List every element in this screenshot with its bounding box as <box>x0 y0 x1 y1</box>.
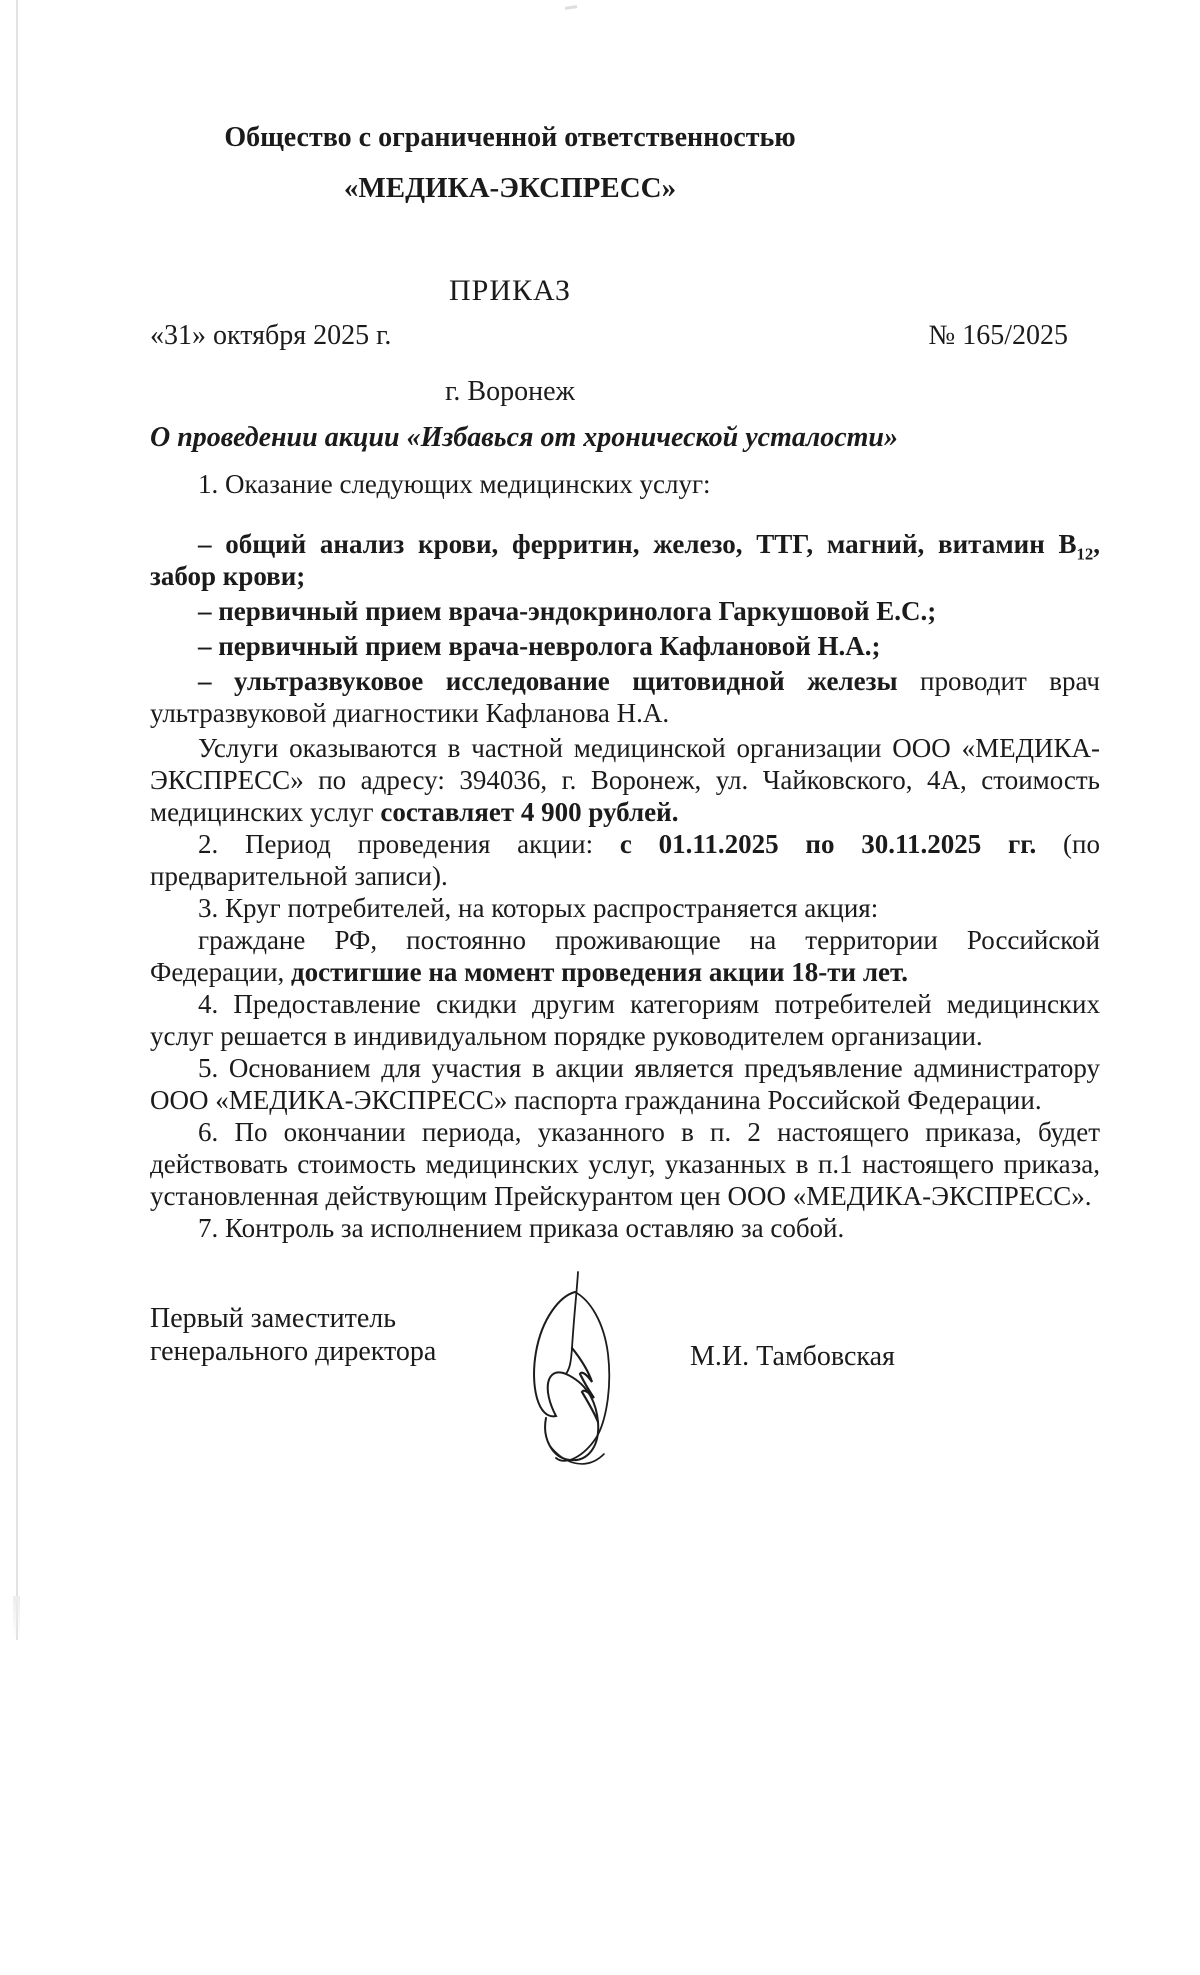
paragraph-6-pricing: 6. По окончании периода, указанного в п. 2 настоящего приказа, будет действовать стоимость медицинских услуг, указанных в п.1 настоящего приказа, установленная действующим Прейскурантом цен ООО «МЕДИКА-ЭКСПРЕСС». <box>150 1117 1100 1211</box>
paragraph-citizens: граждане РФ, постоянно проживающие на территории Российской Федерации, достигшие на момент проведения акции 18-ти лет. <box>150 925 1100 987</box>
paragraph-2-period: 2. Период проведения акции: с 01.11.2025 по 30.11.2025 гг. (по предварительной записи). <box>150 829 1100 891</box>
doc-date: «31» октября 2025 г. <box>150 320 392 351</box>
date-number-row <box>150 318 1100 354</box>
scan-edge-artifact <box>16 0 18 1640</box>
bullet-services-tests: – общий анализ крови, ферритин, железо, ТТГ, магний, витамин $В_{12}$, забор крови; <box>150 529 1100 591</box>
paragraph-7-control: 7. Контроль за исполнением приказа оставляю за собой. <box>198 1213 845 1243</box>
order-body <box>150 468 1100 1244</box>
org-name-line1: Общество с ограниченной ответственностью <box>224 122 796 153</box>
paragraph-3-consumers: 3. Круг потребителей, на которых распространяется акция: <box>198 893 879 923</box>
signature-block <box>150 1302 1100 1602</box>
signatory-position-line2: генерального директора <box>150 1336 437 1367</box>
paragraph-4-discounts: 4. Предоставление скидки другим категориям потребителей медицинских услуг решается в индивидуальном порядке руководителем организации. <box>150 989 1100 1051</box>
paragraph-5-passport: 5. Основанием для участия в акции является предъявление администратору ООО «МЕДИКА-ЭКСПРЕСС» паспорта гражданина Российской Федерации. <box>150 1053 1100 1115</box>
bullet-ultrasound: – ультразвуковое исследование щитовидной железы проводит врач ультразвуковой диагностики Кафланова Н.А. <box>150 666 1100 728</box>
signatory-position <box>150 1302 436 1368</box>
document-page <box>150 0 1100 1602</box>
signatory-position-line1: Первый заместитель <box>150 1303 397 1334</box>
city-line: г. Воронеж <box>445 376 575 407</box>
doc-number: № 165/2025 <box>928 320 1068 351</box>
signature-scribble <box>522 1270 632 1480</box>
subject-line: О проведении акции «Избавься от хронической усталости» <box>150 422 899 453</box>
org-name-line2: «МЕДИКА-ЭКСПРЕСС» <box>343 172 677 204</box>
paragraph-services-info: Услуги оказываются в частной медицинской организации ООО «МЕДИКА-ЭКСПРЕСС» по адресу: 394036, г. Воронеж, ул. Чайковского, 4А, стоимость медицинских услуг составляет 4 900 рублей. <box>150 733 1100 827</box>
doc-title: ПРИКАЗ <box>449 274 571 307</box>
bullet-neurologist: – первичный прием врача-невролога Кафлановой Н.А.; <box>198 631 881 661</box>
signatory-name: М.И. Тамбовская <box>690 1341 895 1372</box>
paragraph-1: 1. Оказание следующих медицинских услуг: <box>198 469 711 499</box>
scan-smudge-artifact <box>13 1596 20 1640</box>
bullet-endocrinologist: – первичный прием врача-эндокринолога Гаркушовой Е.С.; <box>198 596 937 626</box>
document-header <box>150 0 870 310</box>
